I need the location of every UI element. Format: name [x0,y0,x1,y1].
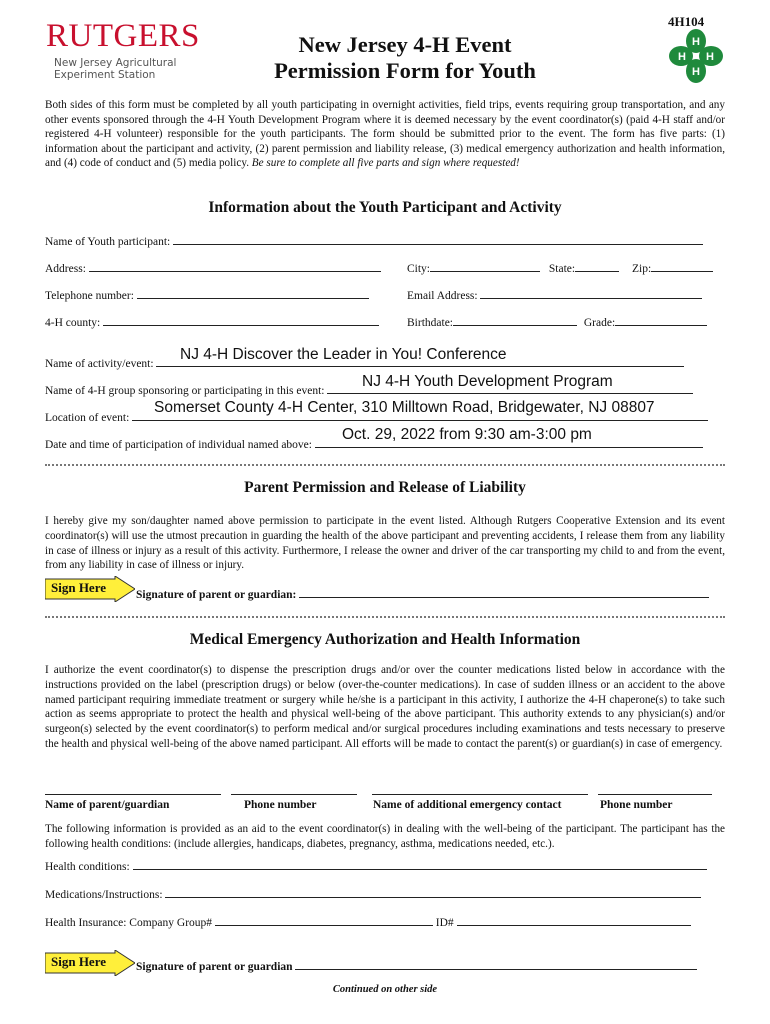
group-row: Name of 4-H group sponsoring or participating in this event: [45,382,693,398]
group-value: NJ 4-H Youth Development Program [362,373,613,390]
permission-paragraph: I hereby give my son/daughter named above permission to participate in the event listed. Although Rutgers Cooperative Extension and its event coordinator(s) will use the utmost precaution in guarding the health of the above participant and preventing accidents, I release them from any liability in case of illness or injury as a result of this activity. Furthermore, I release the owner and driver of the car transporting my child to and from the event, from any liability in case of illness or injury. [45,515,725,572]
form-number: 4H104 [668,14,705,29]
birthdate-row: Birthdate: Grade: [407,314,707,330]
section-heading-participant: Information about the Youth Participant and Activity [208,199,562,216]
health-conditions-row: Health conditions: [45,858,707,874]
4h-clover-logo [668,28,724,84]
continued-note: Continued on other side [332,984,438,995]
rutgers-logo-subtitle: New Jersey Agricultural Experiment Station [54,57,177,81]
sign-here-arrow: Sign Here [45,576,135,602]
address-row: Address: [45,260,381,276]
emergency-phone-label: Phone number [600,799,673,811]
medications-row: Medications/Instructions: [45,886,701,902]
phone-row: Telephone number: [45,287,369,303]
health-info-paragraph: The following information is provided as an aid to the event coordinator(s) in dealing with the well-being of the participant. The participant has the following health conditions: (include allergies, handicaps, diabetes, pregnancy, asthma, medications needed, etc.). [45,823,725,850]
rutgers-logo: RUTGERS [46,18,200,54]
medical-paragraph: I authorize the event coordinator(s) to dispense the prescription drugs and/or over the counter medications listed below in accordance with the instructions provided on the label (prescription drugs) or below (over-the-counter medications). In case of sudden illness or an accident to the above named participant requiring immediate treatment or surgery while he/she is a participant in this activity, I authorize the 4-H chaperone(s) to take such action as seems appropriate to protect the health and physical well-being of the above participant. This authority extends to any physician(s) and/or surgeon(s) selected by the event coordinator(s) to perform medical and/or surgical procedures including examinations and tests necessary to preserve the health and physical well-being of the above named participant. All efforts will be made to contact the parent(s) or guardian(s) in case of emergency. [45,664,725,750]
youth-name-field[interactable] [173,233,703,245]
insurance-row: Health Insurance: Company Group# ID# [45,914,691,930]
section-heading-medical: Medical Emergency Authorization and Health Information [189,631,581,648]
county-row: 4-H county: [45,314,379,330]
activity-value: NJ 4-H Discover the Leader in You! Conference [180,346,507,363]
county-field[interactable] [103,314,379,326]
datetime-row: Date and time of participation of individual named above: [45,436,703,452]
insurance-group-field[interactable] [215,914,433,926]
emergency-phone-line[interactable] [598,794,712,795]
city-field[interactable] [430,260,540,272]
guardian-name-line[interactable] [45,794,221,795]
email-row: Email Address: [407,287,702,303]
datetime-value: Oct. 29, 2022 from 9:30 am-3:00 pm [342,426,592,443]
svg-text:H: H [706,51,714,63]
health-conditions-field[interactable] [133,858,707,870]
emergency-contact-line[interactable] [372,794,588,795]
intro-paragraph: Both sides of this form must be completed by all youth participating in overnight activities, field trips, events requiring group transportation, and any other events sponsored through the 4-H Youth Development Program where it is deemed necessary by the event coordinator(s) (paid 4-H staff and/or registered 4-H volunteer) responsible for the youth participants. The form should be submitted prior to the event. The form has five parts: (1) information about the participant and activity, (2) parent permission and liability release, (3) medical emergency authorization and health information, and (4) code of conduct and (5) media policy. Be sure to complete all five parts and sign where requested! [45,99,725,170]
svg-text:H: H [692,66,700,78]
location-row: Location of event: [45,409,708,425]
emergency-contact-label: Name of additional emergency contact [373,799,562,811]
parent-signature-row: Signature of parent or guardian: [136,586,709,601]
guardian-name-label: Name of parent/guardian [45,799,170,811]
section-heading-permission: Parent Permission and Release of Liability [244,479,526,496]
svg-text:H: H [678,51,686,63]
state-field[interactable] [575,260,619,272]
telephone-field[interactable] [137,287,369,299]
grade-field[interactable] [615,314,707,326]
guardian-phone-label: Phone number [244,799,317,811]
city-row: City: State: Zip: [407,260,713,276]
medical-signature-row: Signature of parent or guardian [136,958,697,973]
birthdate-field[interactable] [453,314,577,326]
section-divider [45,616,725,618]
medications-field[interactable] [165,886,701,898]
location-value: Somerset County 4-H Center, 310 Milltown Road, Bridgewater, NJ 08807 [154,399,655,416]
email-field[interactable] [480,287,702,299]
activity-row: Name of activity/event: [45,355,684,371]
address-field[interactable] [89,260,381,272]
section-divider [45,464,725,466]
sign-here-arrow: Sign Here [45,950,135,976]
svg-text:H: H [692,36,700,48]
medical-signature-field[interactable] [295,958,697,970]
parent-signature-field[interactable] [299,586,709,598]
zip-field[interactable] [651,260,713,272]
insurance-id-field[interactable] [457,914,691,926]
form-title: New Jersey 4-H Event Permission Form for Youth [274,32,536,83]
guardian-phone-line[interactable] [231,794,357,795]
youth-name-row: Name of Youth participant: [45,233,703,249]
